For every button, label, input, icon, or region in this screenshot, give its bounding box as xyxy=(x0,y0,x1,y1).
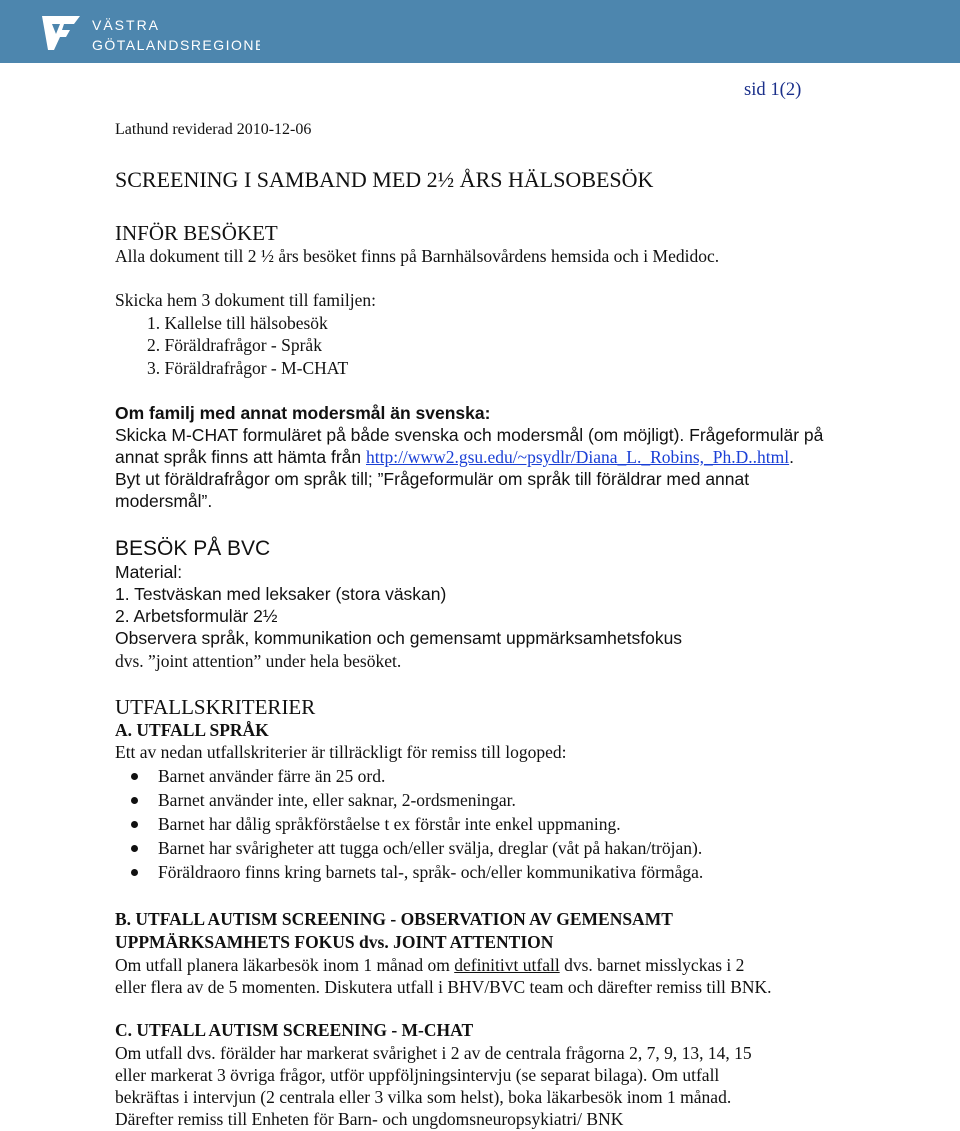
link-suffix: . xyxy=(789,447,795,467)
lang-line-4: modersmål”. xyxy=(115,491,213,511)
definitive-outcome-emphasis: definitivt utfall xyxy=(454,955,560,975)
lang-line-1: Skicka M-CHAT formuläret på både svenska och modersmål (om möjligt). Frågeformulär på xyxy=(115,425,824,445)
section-heading-criteria: UTFALLSKRITERIER xyxy=(115,695,316,719)
criteria-b-heading-2: UPPMÄRKSAMHETS FOKUS dvs. JOINT ATTENTION xyxy=(115,932,554,952)
criteria-c-line: Om utfall dvs. förälder har markerat svårighet i 2 av de centrala frågorna 2, 7, 9, 13, 14, 15 xyxy=(115,1043,752,1063)
robins-link[interactable]: http://www2.gsu.edu/~psydlr/Diana_L._Robins,_Ph.D..html xyxy=(365,447,790,467)
send-heading: Skicka hem 3 dokument till familjen: xyxy=(115,290,376,310)
bullet-icon xyxy=(131,773,138,780)
logo-mark-icon xyxy=(40,10,260,56)
criteria-a-bullet: Barnet använder inte, eller saknar, 2-ordsmeningar. xyxy=(158,790,516,810)
criteria-c-heading: C. UTFALL AUTISM SCREENING - M-CHAT xyxy=(115,1020,474,1040)
lang-line-2-text: annat språk finns att hämta från xyxy=(115,447,366,467)
header-banner xyxy=(0,0,960,63)
section-heading-infor: INFÖR BESÖKET xyxy=(115,221,278,245)
infor-text: Alla dokument till 2 ½ års besöket finns på Barnhälsovårdens hemsida och i Medidoc. xyxy=(115,246,720,266)
send-item: 1. Kallelse till hälsobesök xyxy=(147,313,328,333)
svg-text:GÖTALANDSREGIONEN: GÖTALANDSREGIONEN xyxy=(92,37,260,53)
lang-line-2 xyxy=(115,447,794,468)
page-indicator: sid 1(2) xyxy=(744,79,802,100)
criteria-b-text: Om utfall planera läkarbesök inom 1 månad om xyxy=(115,955,455,975)
lang-heading: Om familj med annat modersmål än svenska: xyxy=(115,403,491,423)
criteria-b-line-1 xyxy=(115,955,744,976)
document-title: SCREENING I SAMBAND MED 2½ ÅRS HÄLSOBESÖK xyxy=(115,167,654,192)
criteria-b-heading-1: B. UTFALL AUTISM SCREENING - OBSERVATION AV GEMENSAMT xyxy=(115,909,673,929)
criteria-b-line-2: eller flera av de 5 momenten. Diskutera utfall i BHV/BVC team och därefter remiss till BNK. xyxy=(115,977,772,997)
material-label: Material: xyxy=(115,562,183,582)
send-item: 3. Föräldrafrågor - M-CHAT xyxy=(147,358,349,378)
criteria-a-bullet: Föräldraoro finns kring barnets tal-, språk- och/eller kommunikativa förmåga. xyxy=(158,862,704,882)
criteria-a-bullet: Barnet har svårigheter att tugga och/eller svälja, dreglar (våt på hakan/tröjan). xyxy=(158,838,703,858)
criteria-c-line: Därefter remiss till Enheten för Barn- och ungdomsneuropsykiatri/ BNK xyxy=(115,1109,624,1129)
bullet-icon xyxy=(131,821,138,828)
criteria-a-bullet: Barnet använder färre än 25 ord. xyxy=(158,766,386,786)
material-item: 1. Testväskan med leksaker (stora väskan) xyxy=(115,584,447,604)
revision-date: Lathund reviderad 2010-12-06 xyxy=(115,121,312,138)
lang-line-3: Byt ut föräldrafrågor om språk till; ”Frågeformulär om språk till föräldrar med annat xyxy=(115,469,750,489)
section-heading-bvc: BESÖK PÅ BVC xyxy=(115,537,271,560)
observe-line-1: Observera språk, kommunikation och gemensamt uppmärksamhetsfokus xyxy=(115,628,683,648)
bullet-icon xyxy=(131,797,138,804)
criteria-a-heading: A. UTFALL SPRÅK xyxy=(115,720,269,740)
criteria-c-line: eller markerat 3 övriga frågor, utför uppföljningsintervju (se separat bilaga). Om utfall xyxy=(115,1065,720,1085)
criteria-a-bullet: Barnet har dålig språkförståelse t ex förstår inte enkel uppmaning. xyxy=(158,814,621,834)
svg-text:VÄSTRA: VÄSTRA xyxy=(92,17,161,33)
criteria-a-intro: Ett av nedan utfallskriterier är tillräckligt för remiss till logoped: xyxy=(115,742,567,762)
send-item: 2. Föräldrafrågor - Språk xyxy=(147,335,322,355)
bullet-icon xyxy=(131,869,138,876)
criteria-b-text: dvs. barnet misslyckas i 2 xyxy=(559,955,745,975)
material-item: 2. Arbetsformulär 2½ xyxy=(115,606,278,626)
bullet-icon xyxy=(131,845,138,852)
criteria-c-line: bekräftas i intervjun (2 centrala eller 3 vilka som helst), boka läkarbesök inom 1 månad. xyxy=(115,1087,732,1107)
vastra-gotalandsregionen-logo xyxy=(40,10,260,56)
observe-line-2: dvs. ”joint attention” under hela besöket. xyxy=(115,651,402,671)
